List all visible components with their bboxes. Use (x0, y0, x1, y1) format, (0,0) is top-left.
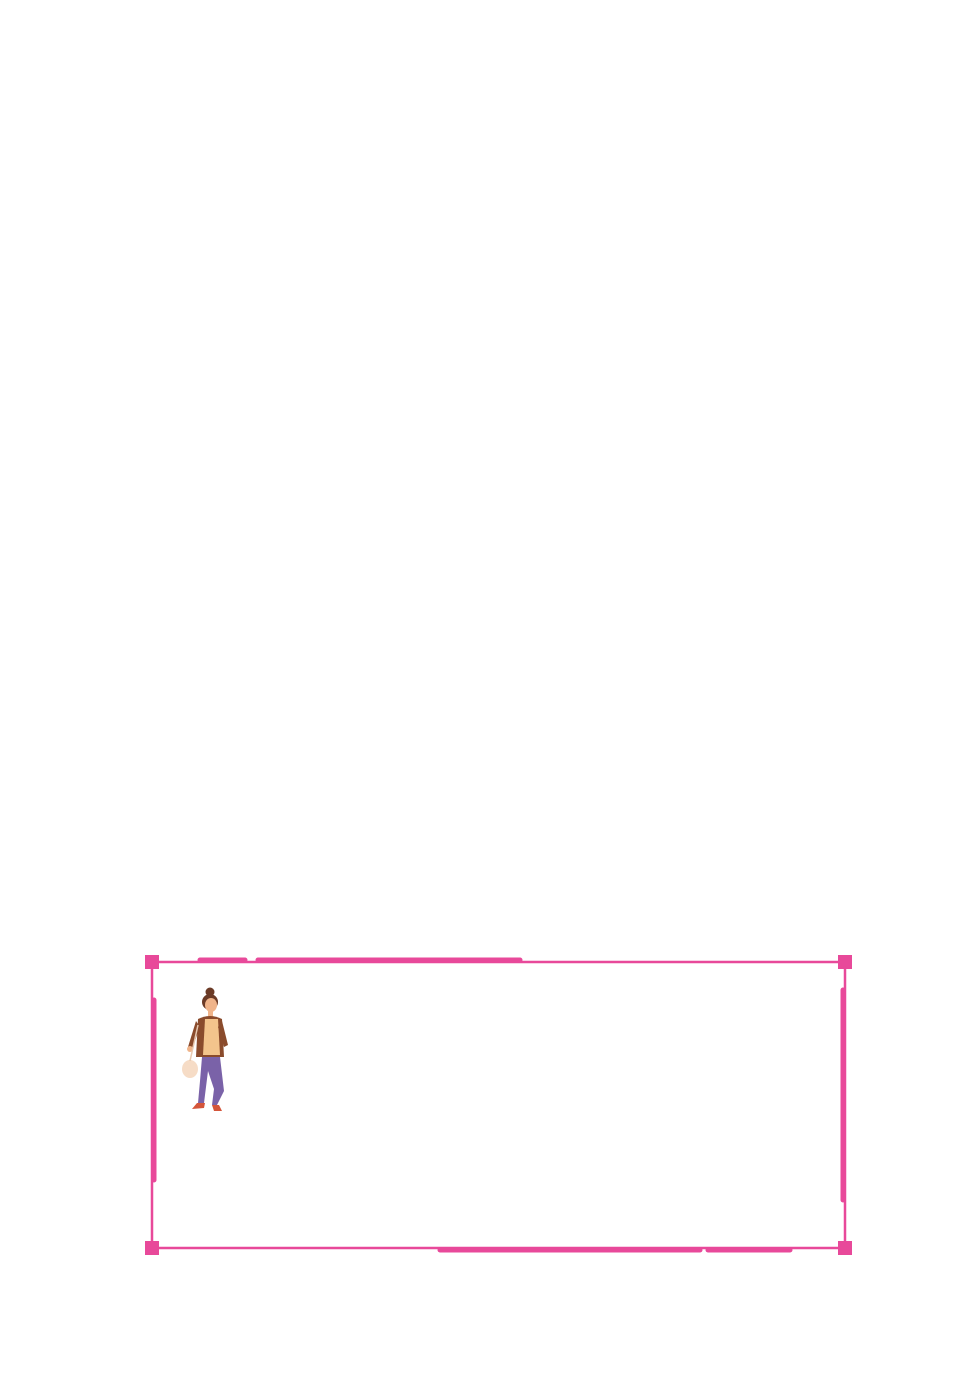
text-line (131, 103, 867, 129)
girl-with-bag-icon (178, 985, 240, 1117)
text-line (131, 131, 867, 157)
